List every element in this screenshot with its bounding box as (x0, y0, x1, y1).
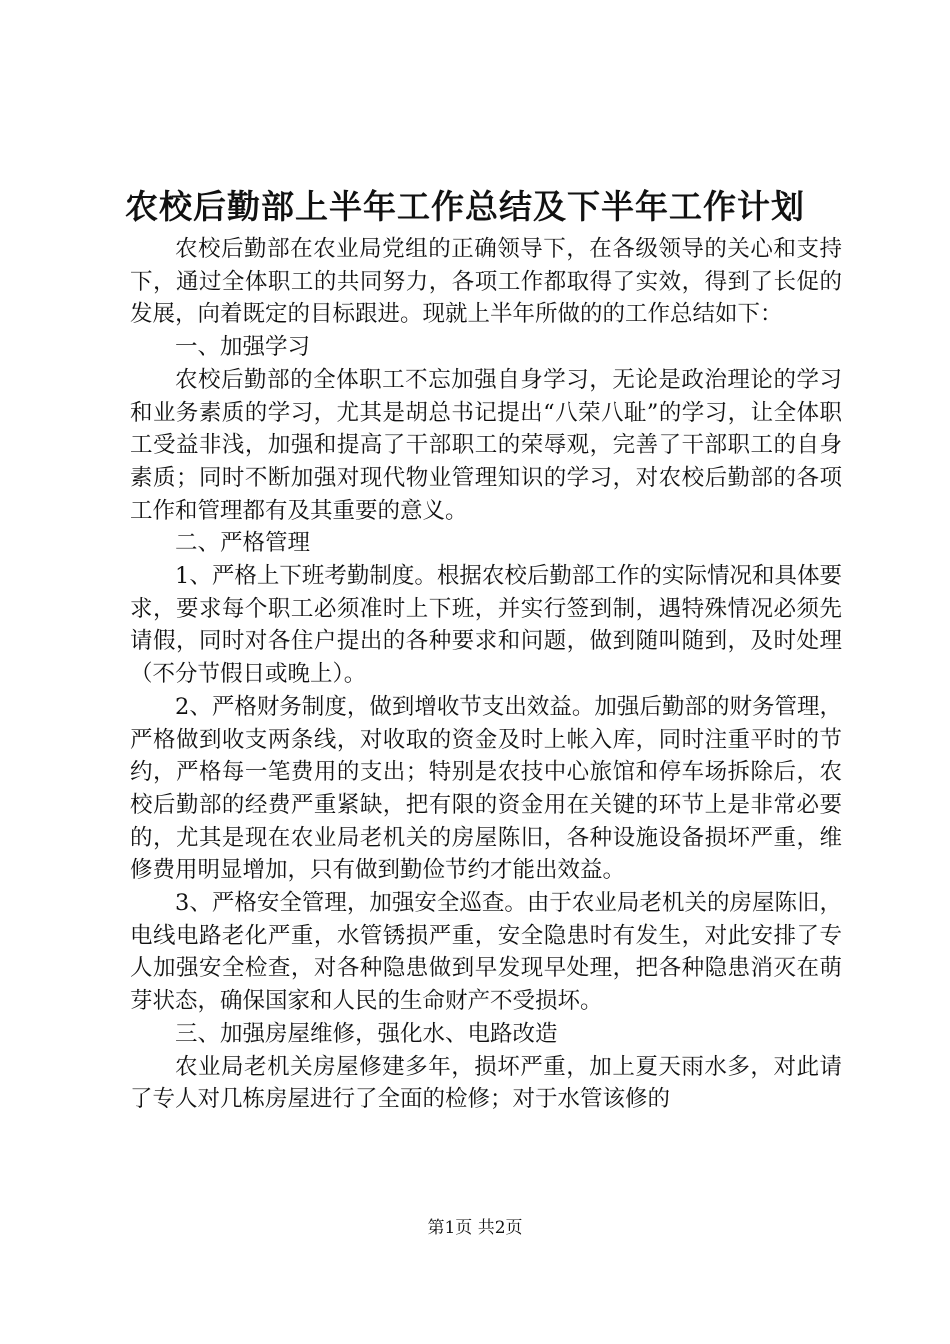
safety-paragraph: 3、严格安全管理，加强安全巡查。由于农业局老机关的房屋陈旧，电线电路老化严重，水管锈损严重，安全隐患时有发生，对此安排了专人加强安全检查，对各种隐患做到早发现早处理，把各种隐患消灭在萌芽状态，确保国家和人民的生命财产不受损坏。 (130, 890, 842, 1015)
intro-paragraph: 农校后勤部在农业局党组的正确领导下，在各级领导的关心和支持下，通过全体职工的共同努力，各项工作都取得了实效，得到了长促的发展，向着既定的目标跟进。现就上半年所做的的工作总结如下： (130, 236, 842, 328)
section-heading-management: 二、严格管理 (175, 530, 311, 557)
document-title: 农校后勤部上半年工作总结及下半年工作计划 (125, 187, 805, 226)
study-paragraph: 农校后勤部的全体职工不忘加强自身学习，无论是政治理论的学习和业务素质的学习，尤其是胡总书记提出“八荣八耻”的学习，让全体职工受益非浅，加强和提高了干部职工的荣辱观，完善了干部职工的自身素质；同时不断加强对现代物业管理知识的学习，对农校后勤部的各项工作和管理都有及其重要的意义。 (130, 366, 842, 524)
page-number-footer: 第1页 共2页 (427, 1218, 523, 1238)
finance-paragraph: 2、严格财务制度，做到增收节支出效益。加强后勤部的财务管理，严格做到收支两条线，对收取的资金及时上帐入库，同时注重平时的节约，严格每一笔费用的支出；特别是农技中心旅馆和停车场拆除后，农校后勤部的经费严重紧缺，把有限的资金用在关键的环节上是非常必要的，尤其是现在农业局老机关的房屋陈旧，各种设施设备损坏严重，维修费用明显增加，只有做到勤俭节约才能出效益。 (130, 693, 842, 884)
section-heading-study: 一、加强学习 (175, 334, 311, 361)
attendance-paragraph: 1、严格上下班考勤制度。根据农校后勤部工作的实际情况和具体要求，要求每个职工必须准时上下班，并实行签到制，遇特殊情况必须先请假，同时对各住户提出的各种要求和问题，做到随叫随到，及时处理（不分节假日或晚上）。 (130, 563, 842, 688)
maintenance-paragraph: 农业局老机关房屋修建多年，损坏严重，加上夏天雨水多，对此请了专人对几栋房屋进行了全面的检修；对于水管该修的 (130, 1053, 842, 1113)
section-heading-maintenance: 三、加强房屋维修，强化水、电路改造 (175, 1020, 558, 1047)
document-body (130, 233, 842, 1116)
